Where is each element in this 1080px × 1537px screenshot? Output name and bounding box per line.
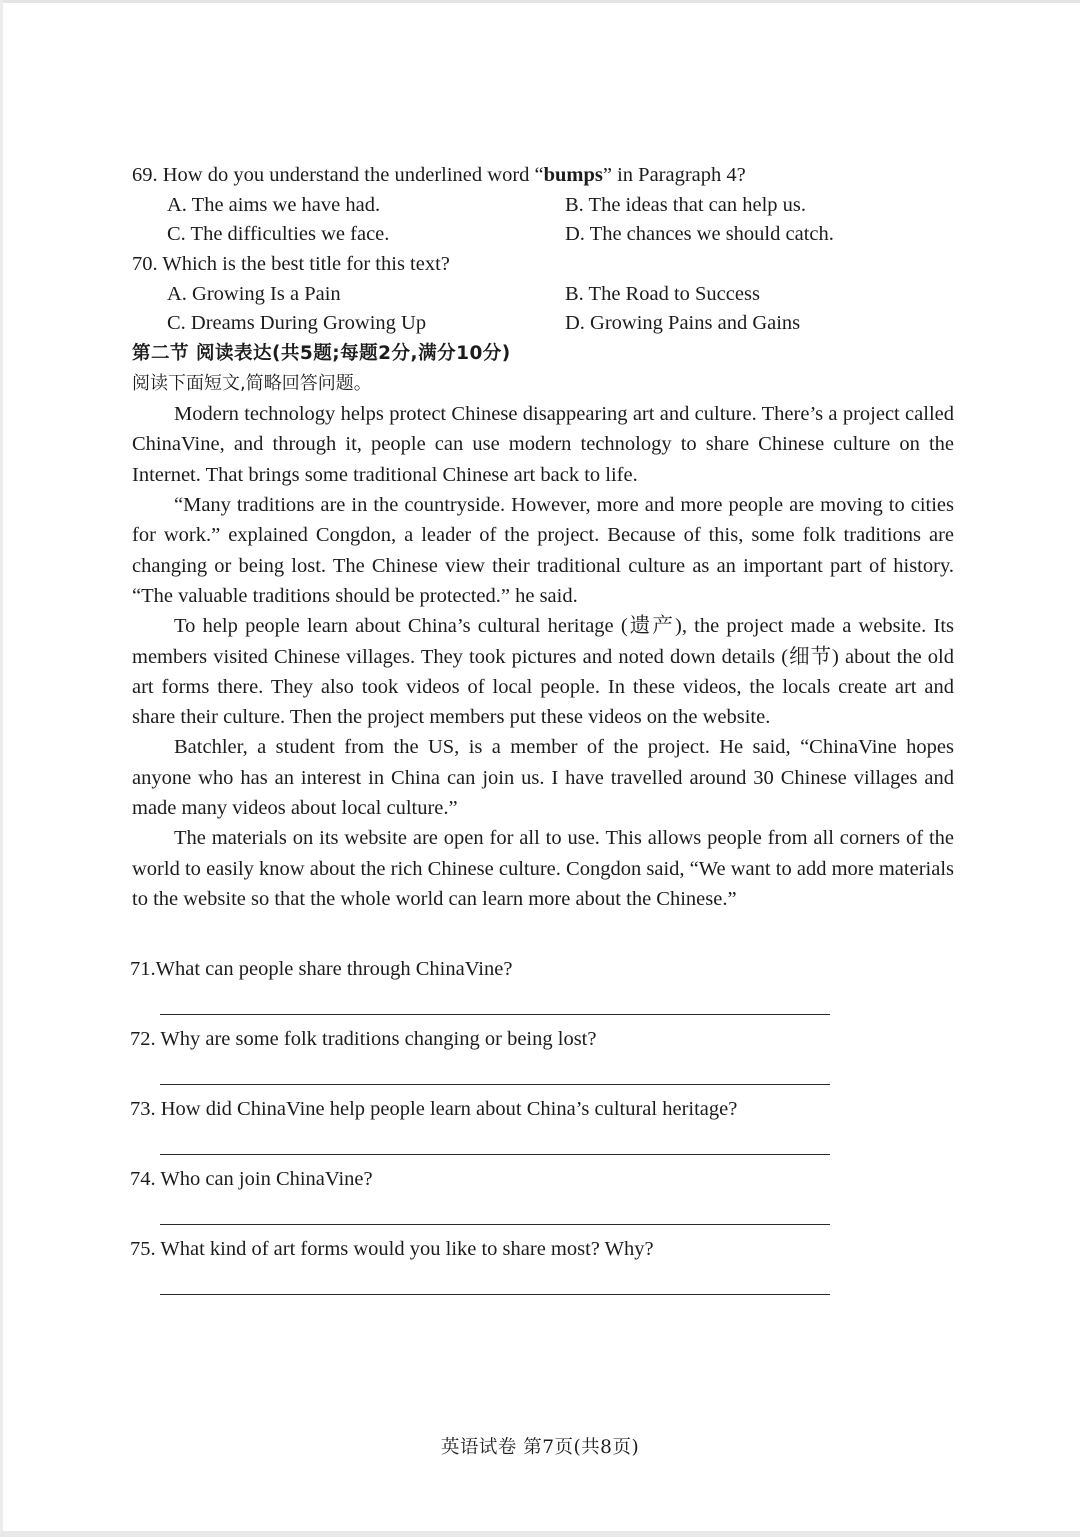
answer-line-72[interactable]: [160, 1084, 830, 1085]
answer-line-75[interactable]: [160, 1294, 830, 1295]
question-70-options-row-2: [132, 308, 954, 337]
answer-line-74[interactable]: [160, 1224, 830, 1225]
passage-paragraph-2: “Many traditions are in the countryside. However, more and more people are moving to cities for work.” explained Congdon, a leader of the project. Because of this, some folk traditions are changing or being lost. The Chinese view their traditional culture as an important part of history. “The valuable traditions should be protected.” he said.: [132, 494, 954, 607]
short-question-73-text: 73. How did ChinaVine help people learn about China’s cultural heritage?: [130, 1098, 738, 1120]
passage-paragraph-4: Batchler, a student from the US, is a member of the project. He said, “ChinaVine hopes anyone who has an interest in China can join us. I have travelled around 30 Chinese villages and made many videos about local culture.”: [132, 736, 954, 819]
question-70-stem: 70. Which is the best title for this text?: [132, 252, 450, 275]
scan-edge-left: [0, 0, 3, 1537]
short-question-73: [130, 1094, 850, 1164]
short-question-75: [130, 1234, 850, 1304]
question-69-stem-start: 69. How do you understand the underlined word “: [132, 164, 544, 186]
reading-section: [132, 160, 954, 914]
scan-edge-bottom: [0, 1531, 1080, 1537]
question-70-option-a: A. Growing Is a Pain: [167, 282, 341, 305]
section-title: 第二节 阅读表达(共5题;每题2分,满分10分): [132, 343, 511, 365]
short-question-74-text: 74. Who can join ChinaVine?: [130, 1168, 373, 1190]
short-question-71: [130, 954, 850, 1024]
question-69-keyword: bumps: [543, 164, 603, 186]
question-69-options-row-2: [132, 219, 954, 248]
short-answer-questions: [130, 954, 850, 1304]
short-question-71-text: 71.What can people share through ChinaVine?: [130, 958, 513, 980]
passage-paragraph-5: The materials on its website are open for all to use. This allows people from all corners of the world to easily know about the rich Chinese culture. Congdon said, “We want to add more materials to the website so that the whole world can learn more about the Chinese.”: [132, 827, 954, 910]
question-70-option-b: B. The Road to Success: [565, 282, 760, 305]
answer-line-73[interactable]: [160, 1154, 830, 1155]
passage-paragraph-3: To help people learn about China’s cultural heritage (遗产), the project made a website. Its members visited Chinese villages. They took pictures and noted down details (细节) about the old art forms there. They also took videos of local people. In these videos, the locals create art and share their culture. Then the project members put these videos on the website.: [132, 615, 954, 729]
short-question-72-text: 72. Why are some folk traditions changing or being lost?: [130, 1028, 597, 1050]
scan-edge-top: [0, 0, 1080, 3]
question-70-options-row-1: [132, 279, 954, 308]
answer-line-71[interactable]: [160, 1014, 830, 1015]
question-69-option-b: B. The ideas that can help us.: [565, 194, 807, 217]
question-69-options-row-1: [132, 190, 954, 219]
question-69-stem: [132, 160, 954, 190]
short-question-72: [130, 1024, 850, 1094]
page-footer: 英语试卷 第7页(共8页): [440, 1437, 640, 1458]
question-69-option-c: C. The difficulties we face.: [167, 223, 390, 246]
question-69-option-d: D. The chances we should catch.: [565, 223, 834, 246]
passage-paragraph-1: Modern technology helps protect Chinese disappearing art and culture. There’s a project called ChinaVine, and through it, people can use modern technology to share Chinese culture on the Internet. That brings some traditional Chinese art back to life.: [132, 403, 954, 486]
section-instruction: 阅读下面短文,简略回答问题。: [132, 373, 372, 395]
question-70-option-d: D. Growing Pains and Gains: [565, 311, 801, 334]
question-70-option-c: C. Dreams During Growing Up: [167, 311, 427, 334]
short-question-75-text: 75. What kind of art forms would you like to share most? Why?: [130, 1238, 654, 1260]
question-69-stem-end: ” in Paragraph 4?: [602, 164, 746, 186]
short-question-74: [130, 1164, 850, 1234]
question-69-option-a: A. The aims we have had.: [167, 194, 381, 217]
